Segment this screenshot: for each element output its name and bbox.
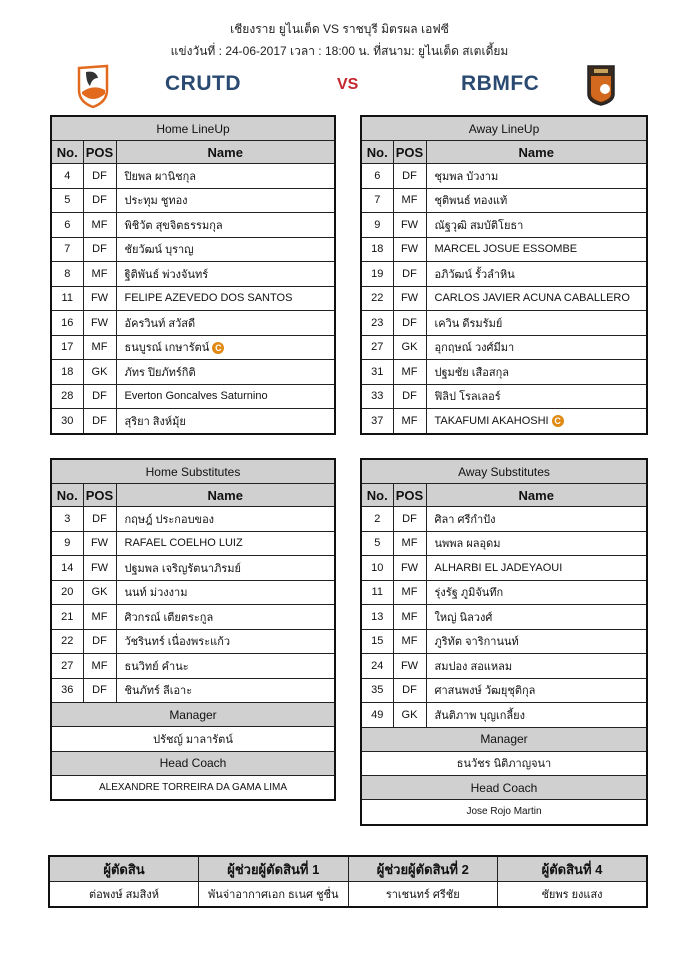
player-row (51, 164, 335, 189)
player-name-cell (426, 360, 647, 385)
player-row (51, 286, 335, 311)
player-name-cell (426, 384, 647, 409)
player-name-cell (426, 409, 647, 434)
col-header-no: No. (361, 141, 393, 164)
section-title: Away LineUp (361, 116, 647, 141)
official-name: พันจ่าอากาศเอก ธเนศ ชูชื่น (199, 882, 349, 908)
player-number: 7 (361, 188, 393, 213)
player-row (361, 164, 647, 189)
player-number: 19 (361, 262, 393, 287)
col-header-name: Name (116, 141, 335, 164)
player-row (361, 384, 647, 409)
player-number: 36 (51, 678, 83, 703)
player-name: RAFAEL COELHO LUIZ (124, 537, 243, 550)
player-position: DF (83, 507, 116, 532)
player-position: DF (393, 384, 426, 409)
player-position: FW (393, 237, 426, 262)
official-header: ผู้ตัดสิน (49, 856, 199, 882)
player-number: 16 (51, 311, 83, 336)
player-position: FW (83, 556, 116, 581)
player-position: DF (393, 311, 426, 336)
player-position: FW (83, 286, 116, 311)
col-header-no: No. (51, 484, 83, 507)
player-name: ปฐมพล เจริญรัตนาภิรมย์ (124, 562, 241, 575)
player-name: CARLOS JAVIER ACUNA CABALLERO (434, 292, 630, 305)
player-name-cell (116, 360, 335, 385)
player-row (51, 409, 335, 434)
player-row (51, 654, 335, 679)
player-row (361, 311, 647, 336)
col-header-no: No. (361, 484, 393, 507)
captain-badge-icon: C (212, 342, 224, 354)
match-title: เชียงราย ยูไนเต็ด VS ราชบุรี มิตรผล เอฟซี (230, 22, 449, 36)
player-row (51, 384, 335, 409)
player-number: 27 (51, 654, 83, 679)
home-substitutes-table (50, 458, 336, 801)
player-position: MF (393, 360, 426, 385)
player-position: MF (83, 213, 116, 238)
player-row (361, 703, 647, 728)
player-position: FW (393, 286, 426, 311)
player-name: ALHARBI EL JADEYAOUI (434, 561, 563, 574)
player-row (51, 580, 335, 605)
player-name-cell (116, 531, 335, 556)
player-row (51, 507, 335, 532)
player-row (51, 531, 335, 556)
section-title: Home Substitutes (51, 459, 335, 484)
player-name: ฐิติพันธ์ พ่วงจันทร์ (124, 268, 209, 281)
section-title: Home LineUp (51, 116, 335, 141)
official-header: ผู้ช่วยผู้ตัดสินที่ 2 (348, 856, 498, 882)
player-number: 49 (361, 703, 393, 728)
player-name-cell (426, 237, 647, 262)
player-number: 20 (51, 580, 83, 605)
player-name: กฤษฎ์ ประกอบของ (124, 513, 215, 526)
player-row (51, 237, 335, 262)
col-header-pos: POS (393, 141, 426, 164)
home-lineup-table (50, 115, 336, 435)
player-number: 5 (51, 188, 83, 213)
player-position: GK (83, 580, 116, 605)
player-name: สมปอง สอแหลม (434, 660, 513, 673)
away-team-logo (586, 64, 616, 106)
player-name: สันติภาพ บุญเกลี้ยง (434, 709, 525, 722)
player-row (51, 213, 335, 238)
player-number: 21 (51, 605, 83, 630)
player-number: 15 (361, 629, 393, 654)
player-name: ภัทร ปิยภัทร์กิติ (124, 366, 196, 379)
player-name: อภิวัฒน์ รั้วลำหิน (434, 268, 515, 281)
player-name-cell (116, 409, 335, 434)
player-name: นนท์ ม่วงงาม (124, 587, 188, 600)
player-name: ใหญ่ นิลวงศ์ (434, 611, 493, 624)
player-name-cell (116, 213, 335, 238)
manager-label: Manager (361, 727, 647, 751)
player-name-cell (116, 629, 335, 654)
official-header: ผู้ตัดสินที่ 4 (498, 856, 648, 882)
player-position: MF (83, 262, 116, 287)
player-name-cell (116, 507, 335, 532)
player-name-cell (426, 629, 647, 654)
official-header: ผู้ช่วยผู้ตัดสินที่ 1 (199, 856, 349, 882)
player-position: DF (393, 164, 426, 189)
player-number: 10 (361, 556, 393, 581)
player-position: FW (393, 556, 426, 581)
player-number: 6 (361, 164, 393, 189)
player-name-cell (426, 507, 647, 532)
col-header-name: Name (426, 484, 647, 507)
player-row (361, 409, 647, 434)
player-name: FELIPE AZEVEDO DOS SANTOS (124, 292, 293, 305)
player-row (51, 360, 335, 385)
player-number: 37 (361, 409, 393, 434)
player-name-cell (426, 703, 647, 728)
player-name: อัครวินท์ สวัสดี (124, 317, 196, 330)
player-name-cell (116, 286, 335, 311)
official-name: ราเชนทร์ ศรีชัย (348, 882, 498, 908)
head-coach-label: Head Coach (51, 751, 335, 775)
player-row (361, 335, 647, 360)
player-name-cell (426, 605, 647, 630)
player-position: MF (83, 605, 116, 630)
player-row (361, 556, 647, 581)
player-row (361, 507, 647, 532)
player-name: นพพล ผลอุดม (434, 538, 501, 551)
player-position: MF (393, 605, 426, 630)
player-number: 4 (51, 164, 83, 189)
player-number: 23 (361, 311, 393, 336)
player-name-cell (426, 654, 647, 679)
col-header-name: Name (426, 141, 647, 164)
player-number: 33 (361, 384, 393, 409)
player-row (361, 678, 647, 703)
player-name-cell (426, 531, 647, 556)
player-number: 9 (51, 531, 83, 556)
player-name-cell (116, 335, 335, 360)
player-number: 22 (51, 629, 83, 654)
player-position: DF (83, 384, 116, 409)
player-row (51, 311, 335, 336)
player-number: 5 (361, 531, 393, 556)
manager-label: Manager (51, 703, 335, 727)
player-number: 13 (361, 605, 393, 630)
player-row (361, 629, 647, 654)
player-row (361, 531, 647, 556)
player-name: ฟิลิป โรลเลอร์ (434, 391, 501, 404)
player-name-cell (426, 286, 647, 311)
player-number: 2 (361, 507, 393, 532)
player-name-cell (426, 311, 647, 336)
player-name: ปฐมชัย เสือสกุล (434, 366, 509, 379)
player-name: อุกฤษณ์ วงศ์มีมา (434, 342, 515, 355)
player-number: 28 (51, 384, 83, 409)
player-name: ชุมพล บัวงาม (434, 170, 499, 183)
player-name-cell (426, 335, 647, 360)
player-row (51, 335, 335, 360)
player-row (361, 605, 647, 630)
away-team-code: RBMFC (461, 72, 540, 95)
player-row (51, 556, 335, 581)
player-name: ภูริทัต จาริกานนท์ (434, 636, 519, 649)
player-row (361, 188, 647, 213)
player-position: FW (393, 654, 426, 679)
player-number: 7 (51, 237, 83, 262)
player-name-cell (116, 556, 335, 581)
player-number: 22 (361, 286, 393, 311)
player-name: ปิยพล ผานิชกุล (124, 170, 196, 183)
player-number: 24 (361, 654, 393, 679)
player-position: DF (83, 409, 116, 434)
player-row (361, 654, 647, 679)
section-title: Away Substitutes (361, 459, 647, 484)
player-number: 31 (361, 360, 393, 385)
player-name-cell (116, 605, 335, 630)
player-name: เควิน ดีรมรัมย์ (434, 317, 503, 330)
player-name: ณัฐวุฒิ สมบัติโยธา (434, 219, 524, 232)
player-name-cell (426, 188, 647, 213)
player-number: 3 (51, 507, 83, 532)
player-name-cell (116, 262, 335, 287)
player-number: 27 (361, 335, 393, 360)
player-name: ธนบูรณ์ เกษารัตน์ (124, 342, 210, 355)
player-position: MF (393, 188, 426, 213)
player-row (51, 678, 335, 703)
player-position: DF (83, 188, 116, 213)
col-header-no: No. (51, 141, 83, 164)
player-position: DF (83, 678, 116, 703)
player-name-cell (116, 384, 335, 409)
player-name-cell (116, 654, 335, 679)
col-header-pos: POS (83, 141, 116, 164)
player-number: 17 (51, 335, 83, 360)
manager-name: ธนวัชร นิติภาญจนา (361, 751, 647, 776)
player-name: TAKAFUMI AKAHOSHI (434, 414, 549, 427)
player-position: GK (393, 703, 426, 728)
player-number: 11 (361, 580, 393, 605)
player-name-cell (116, 311, 335, 336)
player-name-cell (426, 213, 647, 238)
away-lineup-table (360, 115, 648, 435)
player-number: 35 (361, 678, 393, 703)
player-number: 9 (361, 213, 393, 238)
head-coach-label: Head Coach (361, 776, 647, 800)
player-number: 18 (361, 237, 393, 262)
player-name-cell (426, 262, 647, 287)
player-name: MARCEL JOSUE ESSOMBE (434, 243, 578, 256)
player-number: 8 (51, 262, 83, 287)
player-name: Everton Goncalves Saturnino (124, 390, 268, 403)
player-position: DF (393, 678, 426, 703)
player-name: ประทุม ชูทอง (124, 195, 188, 208)
player-name-cell (426, 580, 647, 605)
player-name: รุ่งรัฐ ภูมิจันทึก (434, 587, 504, 600)
player-name: วัชรินทร์ เนื่องพระแก้ว (124, 636, 231, 649)
away-substitutes-table (360, 458, 648, 826)
player-row (51, 188, 335, 213)
player-row (361, 580, 647, 605)
player-number: 18 (51, 360, 83, 385)
player-position: MF (393, 531, 426, 556)
player-row (51, 605, 335, 630)
vs-label: VS (337, 76, 359, 93)
player-name-cell (116, 237, 335, 262)
player-position: FW (393, 213, 426, 238)
col-header-pos: POS (393, 484, 426, 507)
player-name: ชัยวัฒน์ บุราญ (124, 244, 194, 257)
player-name: ศิลา ศรีกำปัง (434, 513, 496, 526)
head-coach-name: Jose Rojo Martin (361, 800, 647, 825)
player-position: GK (83, 360, 116, 385)
player-name: ชุติพนธ์ ทองแท้ (434, 195, 508, 208)
home-team-logo (76, 64, 110, 108)
player-name: ศาสนพงษ์ วัฒยุชุติกุล (434, 685, 536, 698)
player-name: สุริยา สิงห์มุ้ย (124, 415, 186, 428)
player-position: MF (83, 335, 116, 360)
player-row (361, 237, 647, 262)
official-name: ชัยพร ยงแสง (498, 882, 648, 908)
manager-name: ปรัชญ์ มาลารัตน์ (51, 727, 335, 752)
player-position: MF (393, 580, 426, 605)
player-name-cell (426, 164, 647, 189)
player-row (361, 286, 647, 311)
player-name-cell (116, 580, 335, 605)
player-position: MF (393, 409, 426, 434)
player-position: FW (83, 531, 116, 556)
player-position: FW (83, 311, 116, 336)
player-position: DF (393, 262, 426, 287)
player-number: 11 (51, 286, 83, 311)
player-name-cell (426, 556, 647, 581)
col-header-pos: POS (83, 484, 116, 507)
officials-table (48, 855, 648, 908)
player-number: 14 (51, 556, 83, 581)
player-position: DF (83, 237, 116, 262)
player-row (51, 629, 335, 654)
player-row (361, 262, 647, 287)
player-number: 6 (51, 213, 83, 238)
captain-badge-icon: C (552, 415, 564, 427)
player-name: พิชิวัต สุขจิตธรรมกุล (124, 219, 223, 232)
match-info: แข่งวันที่ : 24-06-2017 เวลา : 18:00 น. ที่สนาม: ยูไนเต็ด สเตเดี้ยม (170, 44, 509, 58)
player-position: GK (393, 335, 426, 360)
player-number: 30 (51, 409, 83, 434)
col-header-name: Name (116, 484, 335, 507)
player-position: DF (393, 507, 426, 532)
head-coach-name: ALEXANDRE TORREIRA DA GAMA LIMA (51, 775, 335, 800)
player-row (361, 213, 647, 238)
player-position: MF (393, 629, 426, 654)
player-position: DF (83, 164, 116, 189)
player-position: DF (83, 629, 116, 654)
player-name-cell (116, 164, 335, 189)
player-row (51, 262, 335, 287)
player-name: ชินภัทร์ ลีเอาะ (124, 685, 193, 698)
player-position: MF (83, 654, 116, 679)
player-name: ศิวกรณ์ เตียตระกูล (124, 611, 214, 624)
home-team-code: CRUTD (165, 72, 241, 95)
player-name-cell (116, 188, 335, 213)
player-name-cell (426, 678, 647, 703)
player-name: ธนวิทย์ คำนะ (124, 660, 189, 673)
player-name-cell (116, 678, 335, 703)
official-name: ต่อพงษ์ สมสิงห์ (49, 882, 199, 908)
player-row (361, 360, 647, 385)
